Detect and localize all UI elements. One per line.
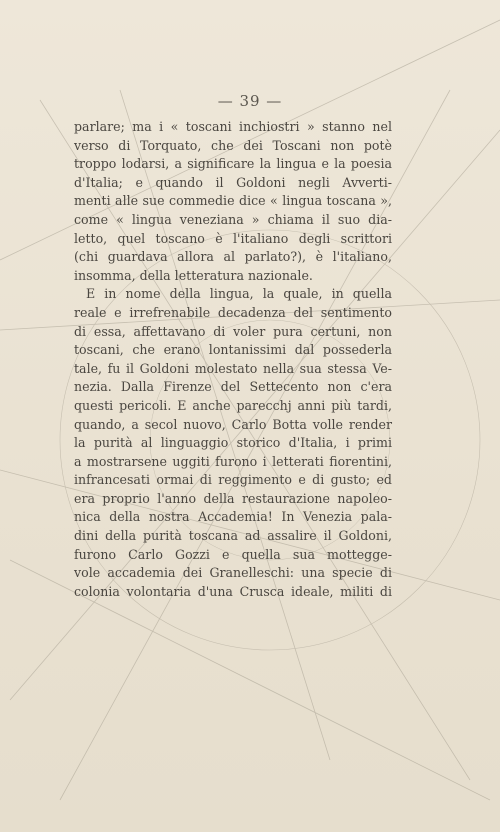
text-line: questi pericoli. E anche parecchj anni più tardi,	[74, 397, 392, 413]
body-text	[74, 118, 392, 601]
text-line: la purità al linguaggio storico d'Italia, i primi	[74, 435, 392, 451]
text-line: a mostrarsene uggiti furono i letterati fiorentini,	[74, 453, 392, 469]
text-line: parlare; ma i « toscani inchiostri » stanno nel	[74, 119, 392, 134]
paragraph-2	[74, 285, 392, 601]
text-line: nezia. Dalla Firenze del Settecento non c'era	[74, 379, 392, 395]
text-line: d'Italia; e quando il Goldoni negli Avverti-	[74, 174, 392, 190]
text-line: tale, fu il Goldoni molestato nella sua stessa Ve-	[74, 360, 392, 376]
text-line: insomma, della letteratura nazionale.	[74, 267, 313, 283]
text-line: toscani, che erano lontanissimi dal possederla	[74, 342, 392, 358]
text-line: verso di Torquato, che dei Toscani non potè	[74, 137, 392, 153]
text-line: colonia volontaria d'una Crusca ideale, militi di	[74, 583, 392, 599]
text-line: menti alle sue commedie dice « lingua toscana »,	[74, 193, 392, 209]
page-number: — 39 —	[217, 92, 283, 110]
text-line: reale e irrefrenabile decadenza del sentimento	[74, 304, 392, 320]
text-line: (chi guardava allora al parlato?), è l'italiano,	[74, 249, 392, 265]
paragraph-1	[74, 118, 392, 285]
text-line: troppo lodarsi, a significare la lingua e la poesia	[74, 156, 392, 172]
text-line: E in nome della lingua, la quale, in quella	[86, 286, 392, 302]
text-line: nica della nostra Accademia! In Venezia pala-	[74, 509, 392, 525]
text-line: come « lingua veneziana » chiama il suo dia-	[74, 211, 392, 227]
text-line: vole accademia dei Granelleschi: una specie di	[74, 565, 392, 581]
text-line: era proprio l'anno della restaurazione napoleo-	[74, 490, 392, 506]
text-line: quando, a secol nuovo, Carlo Botta volle render	[74, 416, 392, 432]
text-line: letto, quel toscano è l'italiano degli scrittori	[74, 230, 392, 246]
text-line: di essa, affettavano di voler pura certuni, non	[74, 323, 392, 339]
text-line: furono Carlo Gozzi e quella sua mottegge-	[74, 546, 392, 562]
text-line: infrancesati ormai di reggimento e di gusto; ed	[74, 472, 392, 488]
text-line: dini della purità toscana ad assalire il Goldoni,	[74, 528, 392, 544]
